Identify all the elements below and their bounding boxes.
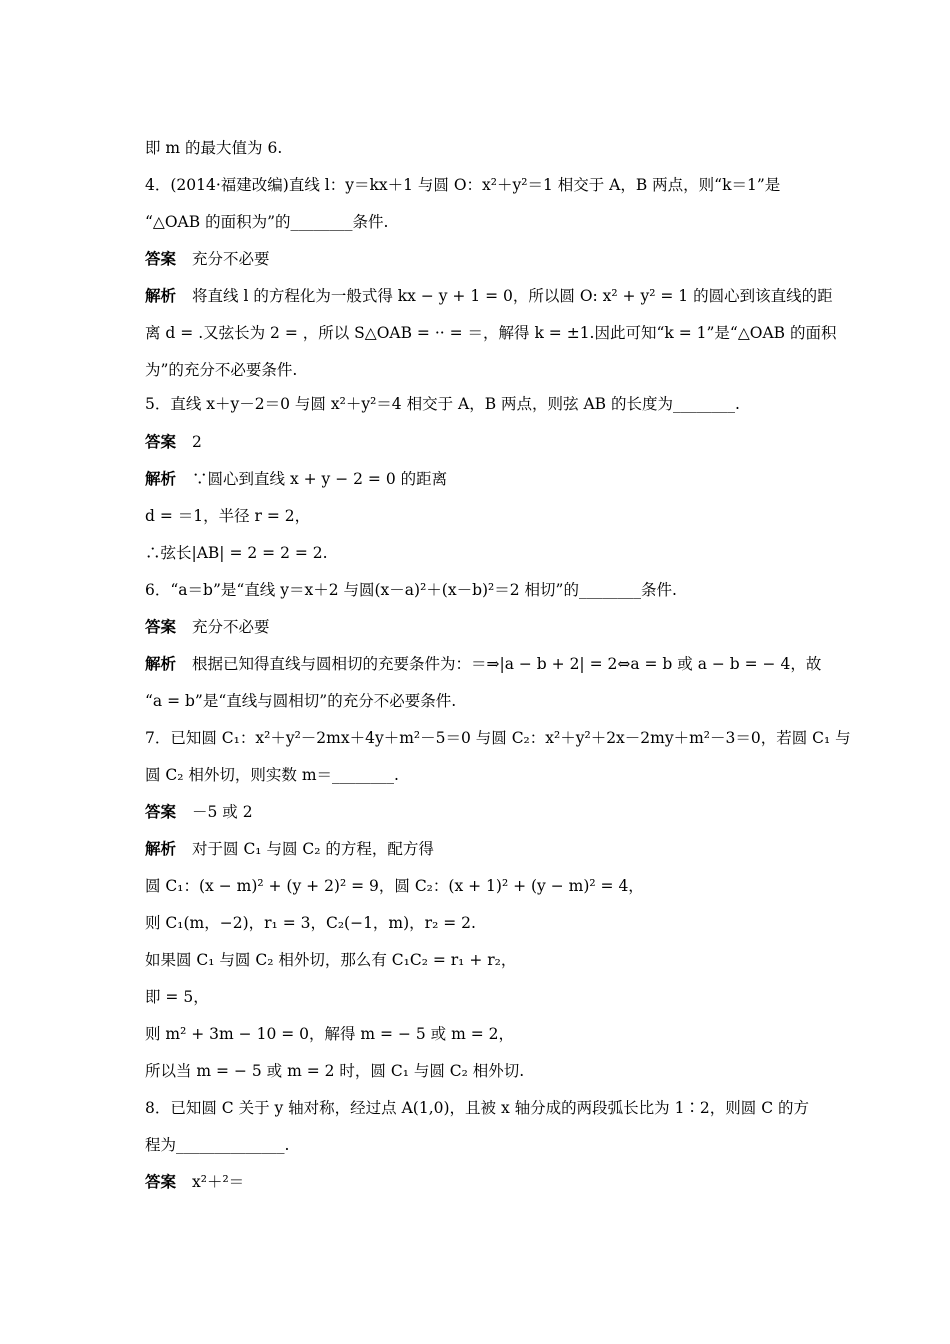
text-line: 圆 C₂ 相外切，则实数 m＝________. — [145, 766, 399, 784]
line-text: －5 或 2 — [192, 803, 253, 821]
answer-line — [145, 432, 810, 452]
line-text: 对于圆 C₁ 与圆 C₂ 的方程，配方得 — [192, 840, 434, 858]
line-label: 解析 — [145, 470, 177, 488]
text-line: 如果圆 C₁ 与圆 C₂ 相外切，那么有 C₁C₂ = r₁ + r₂， — [145, 951, 517, 969]
answer-line — [145, 249, 810, 269]
answer-line — [145, 839, 810, 859]
line-label: 解析 — [145, 840, 177, 858]
line-text: x²＋²＝ — [192, 1173, 245, 1191]
line-label: 答案 — [145, 433, 177, 451]
text-line: ∴弦长|AB| = 2 = 2 = 2. — [145, 544, 328, 562]
text-line: 5．直线 x＋y－2＝0 与圆 x²＋y²＝4 相交于 A，B 两点，则弦 AB 的长度为________. — [145, 395, 740, 413]
text-line: 所以当 m = − 5 或 m = 2 时，圆 C₁ 与圆 C₂ 相外切. — [145, 1062, 525, 1080]
text-line: 则 C₁(m，−2)，r₁ = 3，C₂(−1，m)，r₂ = 2. — [145, 914, 476, 932]
answer-line — [145, 802, 810, 822]
line-text: 2 — [192, 433, 202, 451]
text-line: 即 = 5， — [145, 988, 209, 1006]
answer-line — [145, 286, 833, 306]
line-text: ∵圆心到直线 x + y − 2 = 0 的距离 — [192, 470, 448, 488]
line-label: 解析 — [145, 655, 177, 673]
line-text: 充分不必要 — [192, 250, 270, 268]
line-text: 将直线 l 的方程化为一般式得 kx − y + 1 = 0，所以圆 O: x² + y² = 1 的圆心到该直线的距 — [192, 287, 833, 305]
answer-line — [145, 469, 810, 489]
text-line: 即 m 的最大值为 6. — [145, 139, 283, 157]
answer-line — [145, 654, 822, 674]
line-text: 充分不必要 — [192, 618, 270, 636]
text-line: 7．已知圆 C₁：x²＋y²－2mx＋4y＋m²－5＝0 与圆 C₂：x²＋y²＋2x－2my＋m²－3＝0，若圆 C₁ 与 — [145, 729, 851, 747]
line-label: 答案 — [145, 250, 177, 268]
text-line: “△OAB 的面积为”的________条件. — [145, 213, 389, 231]
text-line: d = ＝1，半径 r = 2， — [145, 507, 311, 525]
line-text: 根据已知得直线与圆相切的充要条件为：＝⇒|a − b + 2| = 2⇔a = b 或 a − b = − 4，故 — [192, 655, 822, 673]
answer-line — [145, 1172, 810, 1192]
text-line: 程为______________. — [145, 1136, 290, 1154]
text-line: 6．“a＝b”是“直线 y＝x＋2 与圆(x－a)²＋(x－b)²＝2 相切”的________条件. — [145, 581, 677, 599]
line-label: 答案 — [145, 618, 177, 636]
text-line: 离 d = .又弦长为 2 = ，所以 S△OAB = ·· = ＝，解得 k = ±1.因此可知“k = 1”是“△OAB 的面积 — [145, 324, 837, 342]
line-label: 解析 — [145, 287, 177, 305]
text-line: 4．(2014·福建改编)直线 l：y＝kx＋1 与圆 O：x²＋y²＝1 相交于 A，B 两点，则“k＝1”是 — [145, 176, 781, 194]
text-line: 为”的充分不必要条件. — [145, 361, 298, 379]
text-line: 8．已知圆 C 关于 y 轴对称，经过点 A(1,0)，且被 x 轴分成的两段弧长比为 1∶2，则圆 C 的方 — [145, 1099, 810, 1117]
text-line: 则 m² + 3m − 10 = 0，解得 m = − 5 或 m = 2， — [145, 1025, 515, 1043]
line-label: 答案 — [145, 1173, 177, 1191]
line-label: 答案 — [145, 803, 177, 821]
text-line: “a = b”是“直线与圆相切”的充分不必要条件. — [145, 692, 457, 710]
text-line: 圆 C₁：(x − m)² + (y + 2)² = 9，圆 C₂：(x + 1)² + (y − m)² = 4， — [145, 877, 644, 895]
answer-line — [145, 617, 810, 637]
